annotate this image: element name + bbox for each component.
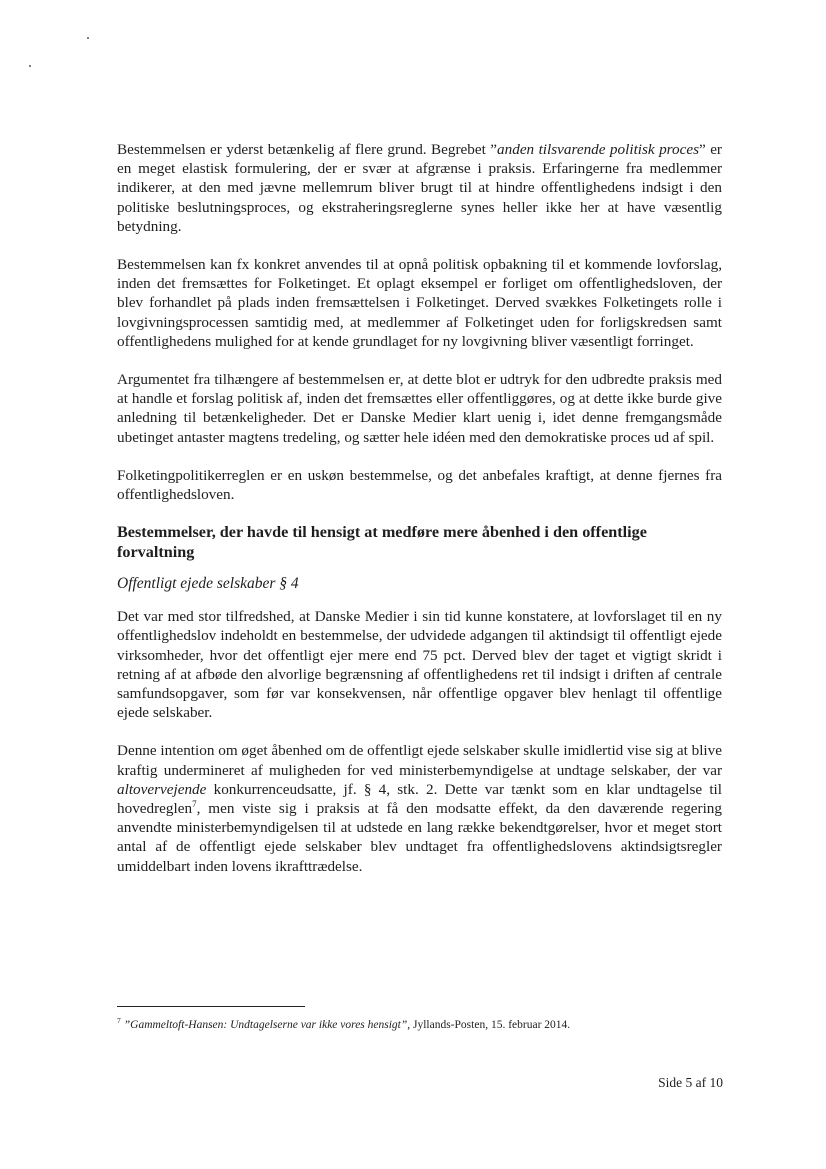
paragraph-5: Det var med stor tilfredshed, at Danske Medier i sin tid kunne konstatere, at lovforslaget til en ny offentlighedslov indeholdt en bestemmelse, der udvidede adgangen til aktindsigt til offentligt ejede virksomheder, hvor det offentligt ejer mere end 75 pct. Derved blev der taget et vigtigt skridt i retning af at afbøde den alvorlige begrænsning af offentlighedens ret til indsigt i driften af centrale samfundsopgaver, som før var konsekvensen, når offentlige opgaver blev henlagt til offentlige ejede selskaber. <box>117 608 722 722</box>
paragraph-6 <box>117 741 722 875</box>
footnote-number: 7 <box>117 1016 121 1026</box>
subheading-offentligt-ejede-selskaber: Offentligt ejede selskaber § 4 <box>117 575 299 593</box>
footnote-reference[interactable]: 7 <box>192 799 197 810</box>
paragraph-1-italic: anden tilsvarende politisk proces <box>497 141 700 158</box>
paragraph-6-italic: altovervejende <box>117 780 207 798</box>
footnote-title: ”Gammeltoft-Hansen: Undtagelserne var ikke vores hensigt” <box>123 1019 408 1031</box>
paragraph-1 <box>117 140 722 236</box>
page-number: Side 5 af 10 <box>658 1075 723 1090</box>
paragraph-6-text-c: , men viste sig i praksis at få den modsatte effekt, da den daværende regering anvendte ministerbemyndigelsen til at udstede en lang række bekendtgørelser, hvor et meget stort antal af de offentligt ejede selskaber blev undtaget fra offentlighedslovens aktindsigtsregler umiddelbart inden lovens ikrafttrædelse. <box>117 800 722 875</box>
paragraph-3: Argumentet fra tilhængere af bestemmelsen er, at dette blot er udtryk for den udbredte praksis med at handle et forslag politisk af, inden det fremsættes eller offentliggøres, og at dette ikke burde give anledning til betænkeligheder. Det er Danske Medier klart uenig i, idet denne fremgangsmåde ubetinget antaster magtens tredeling, og sætter hele idéen med den demokratiske proces ud af spil. <box>117 371 722 446</box>
paragraph-6-text-a: Denne intention om øget åbenhed om de offentligt ejede selskaber skulle imidlertid vise sig at blive kraftig undermineret af muligheden for ved ministerbemyndigelse at undtage selskaber, der var <box>117 742 722 779</box>
section-heading: Bestemmelser, der havde til hensigt at medføre mere åbenhed i den offentlige forvaltning <box>117 523 647 561</box>
footnote-separator <box>117 1006 305 1007</box>
document-body <box>117 140 722 895</box>
footnote-7 <box>117 1018 727 1032</box>
paragraph-1-text-b: ” er en meget elastisk formulering, der er svær at afgrænse i praksis. Erfaringerne fra medlemmer indikerer, at den med jævne mellemrum bliver brugt til at hindre offentlighedens indsigt i den politiske beslutningsproces, og ekstraheringsreglerne synes heller ikke her at have væsentlig betydning. <box>117 141 722 235</box>
paragraph-1-text-a: Bestemmelsen er yderst betænkelig af flere grund. Begrebet ” <box>117 141 498 158</box>
paragraph-6-text-b: konkurrenceudsatte, jf. § 4, stk. 2. Dette var tænkt som en klar undtagelse til hovedreglen <box>117 780 722 818</box>
scan-speck <box>87 37 89 39</box>
scan-speck <box>29 65 31 67</box>
paragraph-4: Folketingpolitikerreglen er en uskøn bestemmelse, og det anbefales kraftigt, at denne fjernes fra offentlighedsloven. <box>117 466 722 504</box>
footnote-source: , Jyllands-Posten, 15. februar 2014. <box>407 1019 571 1031</box>
paragraph-2: Bestemmelsen kan fx konkret anvendes til at opnå politisk opbakning til et kommende lovforslag, inden det fremsættes for Folketinget. Et oplagt eksempel er forliget om offentlighedsloven, der blev forhandlet på plads inden fremsættelsen i Folketinget. Derved svækkes Folketingets rolle i lovgivningsprocessen samtidig med, at medlemmer af Folketinget uden for forligskredsen samt offentlighedens mulighed for at kende grundlaget for ny lovgivning bliver væsentligt forringet. <box>117 256 722 350</box>
